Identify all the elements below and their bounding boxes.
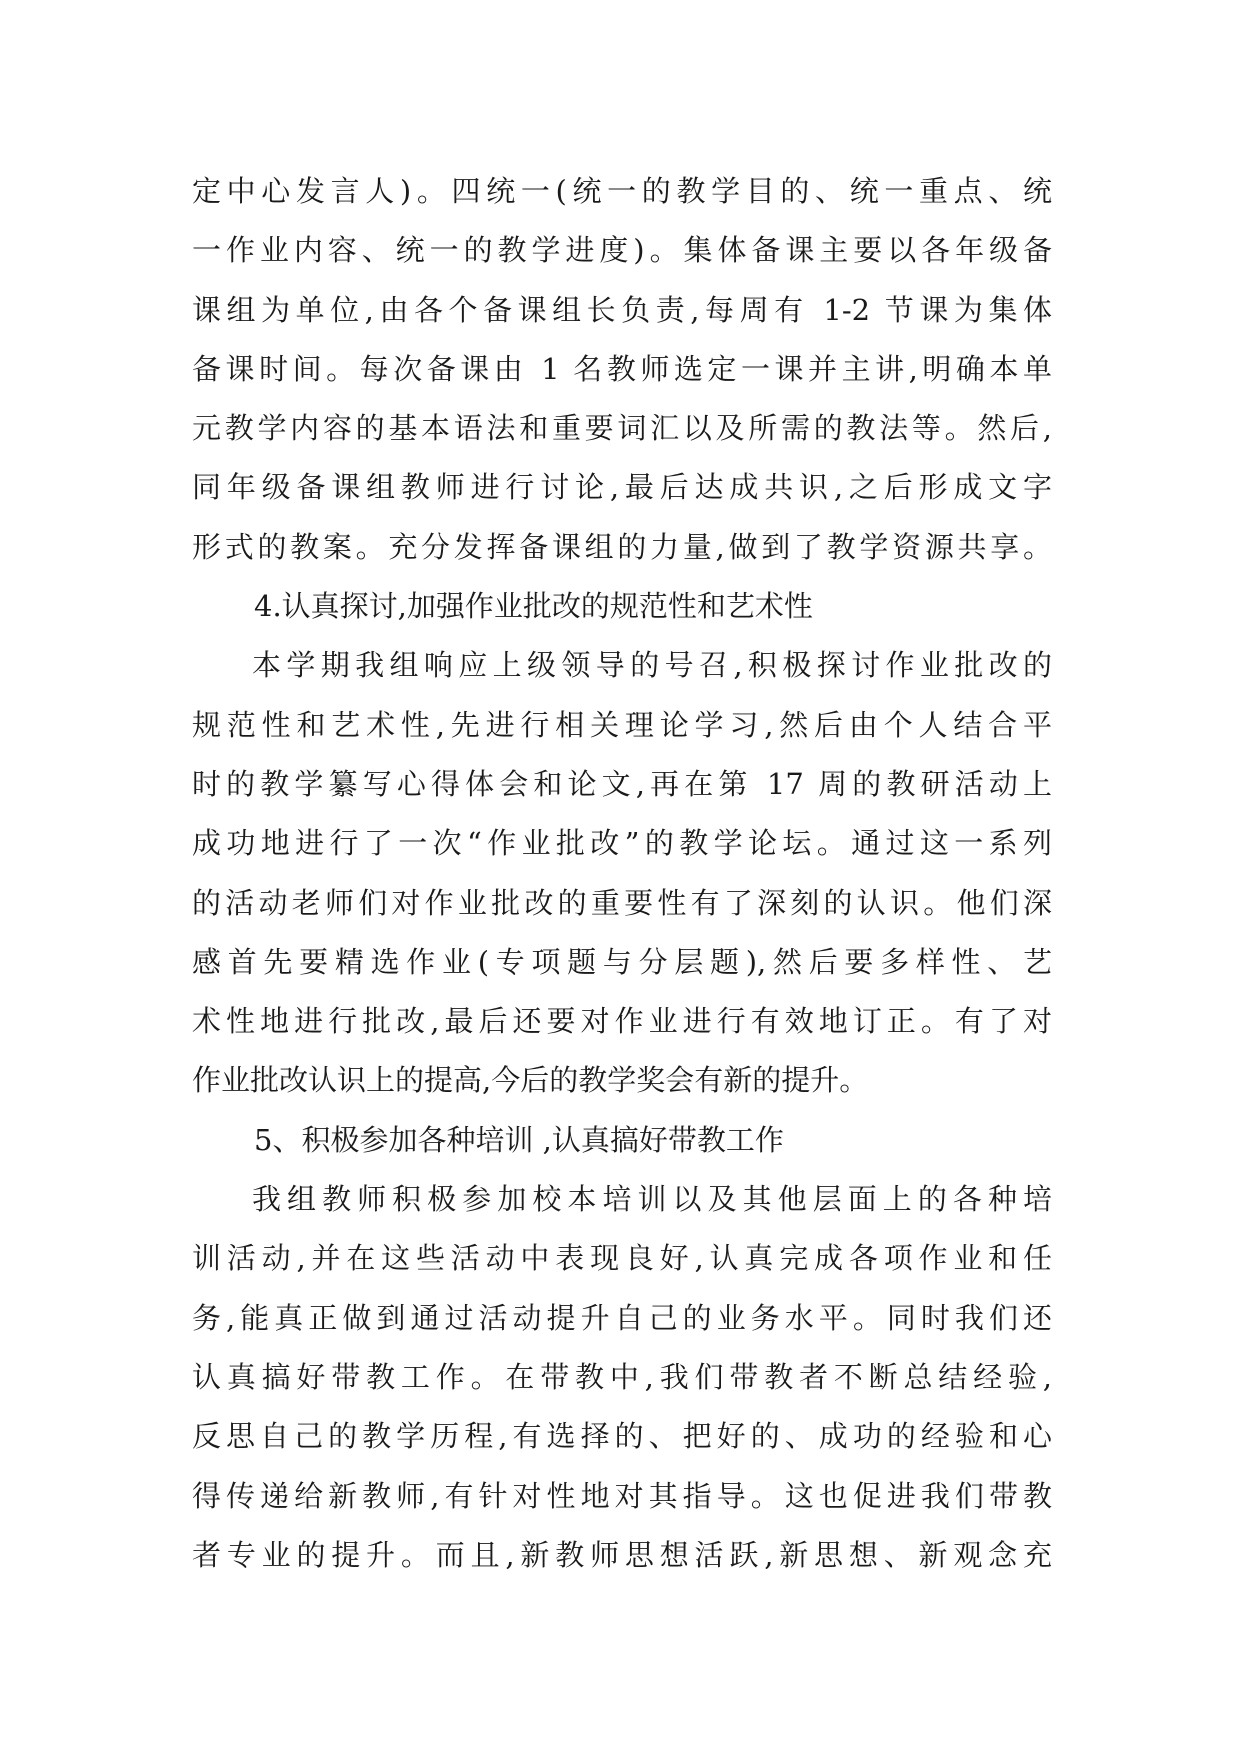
paragraph-line: 务,能真正做到通过活动提升自己的业务水平。同时我们还 — [192, 1300, 1052, 1335]
paragraph-line: 感首先要精选作业(专项题与分层题),然后要多样性、艺 — [192, 944, 1052, 979]
paragraph-line: 训活动,并在这些活动中表现良好,认真完成各项作业和任 — [192, 1241, 1052, 1276]
paragraph-line: 课组为单位,由各个备课组长负责,每周有 1-2 节课为集体 — [192, 292, 1052, 327]
paragraph-first-line: 我组教师积极参加校本培训以及其他层面上的各种培 — [252, 1182, 1052, 1217]
paragraph-line: 元教学内容的基本语法和重要词汇以及所需的教法等。然后, — [192, 411, 1052, 446]
paragraph-first-line: 本学期我组响应上级领导的号召,积极探讨作业批改的 — [252, 648, 1052, 683]
paragraph-line: 认真搞好带教工作。在带教中,我们带教者不断总结经验, — [192, 1359, 1052, 1394]
paragraph-line: 规范性和艺术性,先进行相关理论学习,然后由个人结合平 — [192, 707, 1052, 742]
paragraph-line: 术性地进行批改,最后还要对作业进行有效地订正。有了对 — [192, 1004, 1052, 1039]
paragraph-line: 的活动老师们对作业批改的重要性有了深刻的认识。他们深 — [192, 885, 1052, 920]
paragraph-line: 者专业的提升。而且,新教师思想活跃,新思想、新观念充 — [192, 1537, 1052, 1572]
paragraph-line: 成功地进行了一次“作业批改”的教学论坛。通过这一系列 — [192, 826, 1052, 861]
paragraph-line: 时的教学纂写心得体会和论文,再在第 17 周的教研活动上 — [192, 766, 1052, 801]
paragraph-line: 得传递给新教师,有针对性地对其指导。这也促进我们带教 — [192, 1478, 1052, 1513]
paragraph-line: 同年级备课组教师进行讨论,最后达成共识,之后形成文字 — [192, 470, 1052, 505]
section-heading-4: 4.认真探讨,加强作业批改的规范性和艺术性 — [254, 589, 813, 624]
paragraph-last-line: 作业批改认识上的提高,今后的教学奖会有新的提升。 — [192, 1063, 869, 1098]
paragraph-line: 备课时间。每次备课由 1 名教师选定一课并主讲,明确本单 — [192, 351, 1052, 386]
document-body — [192, 162, 1052, 1585]
paragraph-line: 形式的教案。充分发挥备课组的力量,做到了教学资源共享。 — [192, 529, 1052, 564]
paragraph-line: 反思自己的教学历程,有选择的、把好的、成功的经验和心 — [192, 1419, 1052, 1454]
section-heading-5: 5、积极参加各种培训 ,认真搞好带教工作 — [254, 1122, 784, 1157]
paragraph-line: 一作业内容、统一的教学进度)。集体备课主要以各年级备 — [192, 233, 1052, 268]
paragraph-line: 定中心发言人)。四统一(统一的教学目的、统一重点、统 — [192, 174, 1052, 208]
